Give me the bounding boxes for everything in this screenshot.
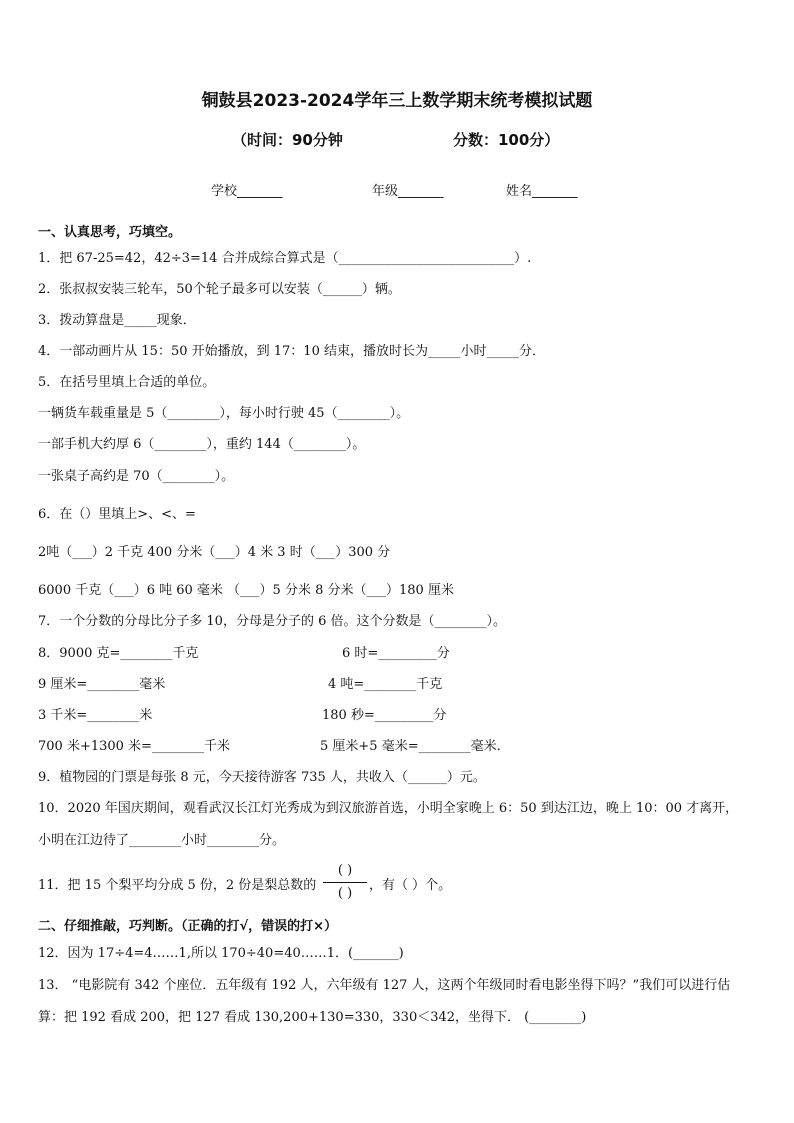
school-field: 学校_______	[211, 184, 283, 199]
question-6: 6．在（）里填上>、<、=	[38, 507, 196, 522]
question-8-1: 8．9000 克=________千克	[38, 646, 199, 661]
question-12: 12．因为 17÷4=4……1,所以 170÷40=40……1．(_______)	[38, 946, 404, 961]
grade-field: 年级_______	[372, 184, 444, 199]
fraction-blank	[323, 862, 367, 903]
fraction-bar	[323, 882, 367, 883]
question-10a: 10．2020 年国庆期间，观看武汉长江灯光秀成为到汉旅游首选，小明全家晚上 6：50 到达江边，晚上 10：00 才离开，	[38, 801, 739, 816]
question-8-4: 4 吨=________千克	[328, 677, 443, 692]
question-5b: 一部手机大约厚 6（________），重约 144（________）。	[38, 437, 366, 452]
question-8-8: 5 厘米+5 毫米=________毫米．	[320, 739, 510, 754]
question-8-7: 700 米+1300 米=________千米	[38, 739, 230, 754]
section-1-heading: 一、认真思考，巧填空。	[38, 225, 182, 240]
question-10b: 小明在江边待了________小时________分。	[38, 833, 286, 848]
question-5c: 一张桌子高约是 70（________）。	[38, 469, 235, 484]
question-4: 4．一部动画片从 15：50 开始播放，到 17：10 结束，播放时长为_____小时_____分．	[38, 344, 545, 359]
exam-score: 分数：100分）	[453, 131, 560, 149]
exam-time: （时间：90分钟	[232, 131, 343, 149]
page-title: 铜鼓县2023-2024学年三上数学期末统考模拟试题	[201, 91, 593, 111]
fraction-denominator: ( )	[337, 886, 353, 901]
fraction-numerator: ( )	[337, 863, 353, 878]
question-13b: 算：把 192 看成 200，把 127 看成 130,200+130=330，330＜342，坐得下． (________)	[38, 1010, 587, 1025]
question-11a: 11．把 15 个梨平均分成 5 份，2 份是梨总数的	[38, 878, 317, 893]
name-field: 姓名_______	[506, 184, 578, 199]
section-2-heading: 二、仔细推敲，巧判断。（正确的打√，错误的打×）	[38, 919, 338, 934]
question-1: 1．把 67-25=42，42÷3=14 合并成综合算式是（___________________________）.	[38, 251, 532, 266]
question-6b: 6000 千克（___）6 吨 60 毫米 （___）5 分米 8 分米（___）180 厘米	[38, 583, 454, 598]
question-5a: 一辆货车载重量是 5（________），每小时行驶 45（________）。	[38, 406, 410, 421]
question-13a: 13． “电影院有 342 个座位．五年级有 192 人，六年级有 127 人，这两个年级同时看电影坐得下吗？”我们可以进行估	[38, 978, 731, 993]
question-3: 3．拨动算盘是_____现象．	[38, 313, 196, 328]
question-8-2: 6 时=_________分	[342, 646, 450, 661]
question-11b: ，有（ ）个。	[369, 878, 452, 893]
question-9: 9．植物园的门票是每张 8 元，今天接待游客 735 人，共收入（______）元。	[38, 770, 486, 785]
question-8-3: 9 厘米=________毫米	[38, 677, 166, 692]
question-8-6: 180 秒=_________分	[322, 708, 447, 723]
question-8-5: 3 千米=________米	[38, 708, 153, 723]
question-5: 5．在括号里填上合适的单位。	[38, 375, 216, 390]
question-7: 7．一个分数的分母比分子多 10，分母是分子的 6 倍。这个分数是（________）。	[38, 614, 506, 629]
question-6a: 2吨（___）2 千克 400 分米（___）4 米 3 时（___）300 分	[38, 545, 391, 560]
question-2: 2．张叔叔安装三轮车，50个轮子最多可以安装（______）辆。	[38, 282, 401, 297]
